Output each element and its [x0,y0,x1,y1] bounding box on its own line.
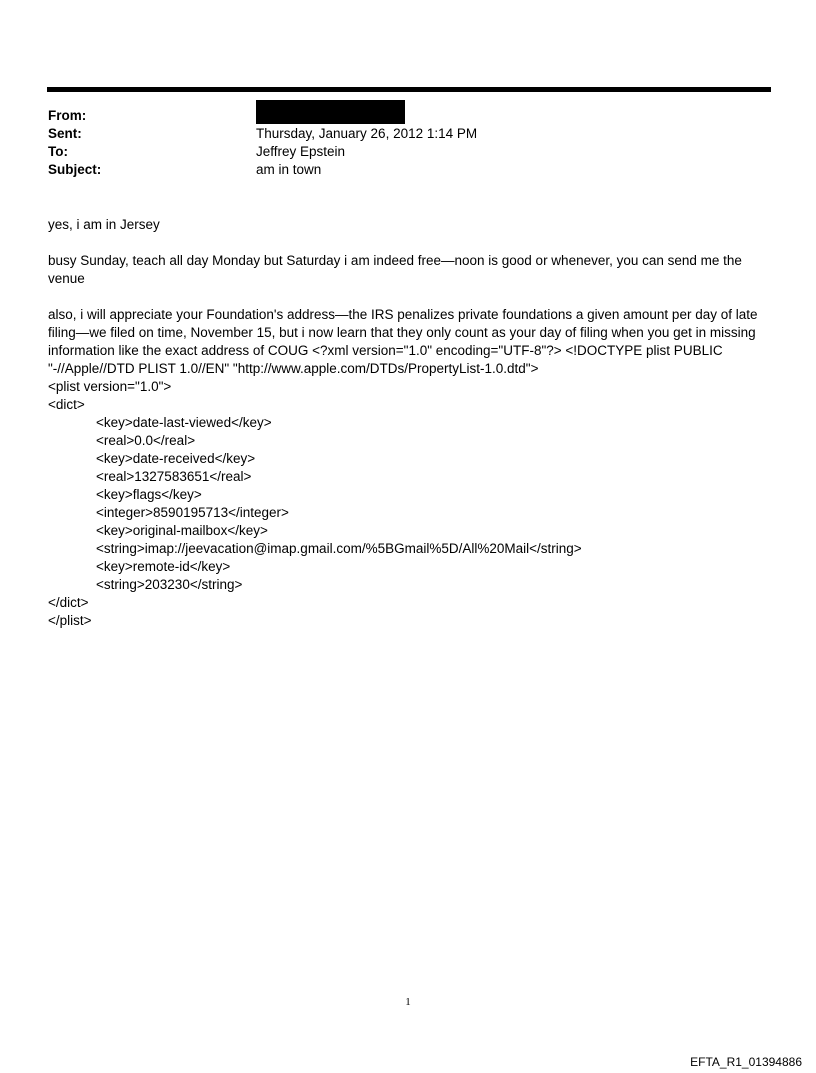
page-number: 1 [405,996,411,1008]
sent-value: Thursday, January 26, 2012 1:14 PM [256,126,478,141]
document-id: EFTA_R1_01394886 [690,1055,802,1069]
plist-open-tag: <plist version="1.0"> [48,379,172,394]
plist-line: <string>imap://jeevacation@imap.gmail.com/%5BGmail%5D/All%20Mail</string> [96,541,582,556]
to-row [48,143,768,161]
plist-line: <key>date-received</key> [96,451,256,466]
from-row [48,107,768,125]
to-label: To: [48,144,68,159]
plist-line: <key>original-mailbox</key> [96,523,268,538]
body-paragraph-2: busy Sunday, teach all day Monday but Saturday i am indeed free—noon is good or whenever, you can send me the venue [48,253,742,286]
dict-close-tag: </dict> [48,595,89,610]
subject-value: am in town [256,162,322,177]
plist-line: <key>date-last-viewed</key> [96,415,272,430]
dict-open-tag: <dict> [48,397,85,412]
plist-line: <key>flags</key> [96,487,202,502]
plist-line: <real>0.0</real> [96,433,196,448]
to-value: Jeffrey Epstein [256,144,346,159]
from-label: From: [48,108,87,123]
subject-row [48,161,768,179]
subject-label: Subject: [48,162,102,177]
plist-line: <integer>8590195713</integer> [96,505,289,520]
email-header [48,107,768,179]
redaction-bar [256,100,405,124]
sent-row [48,125,768,143]
plist-line: <key>remote-id</key> [96,559,231,574]
email-body [48,216,770,630]
sent-label: Sent: [48,126,82,141]
plist-line: <real>1327583651</real> [96,469,252,484]
body-paragraph-3: also, i will appreciate your Foundation's address—the IRS penalizes private foundations a given amount per day of late filing—we filed on time, November 15, but i now learn that they only count as your day of filing when you get in missing information like the exact address of COUG <?xml version="1.0" encoding="UTF-8"?> <!DOCTYPE plist PUBLIC "-//Apple//DTD PLIST 1.0//EN" "http://www.apple.com/DTDs/PropertyList-1.0.dtd"> [48,307,758,376]
plist-line: <string>203230</string> [96,577,243,592]
body-paragraph-1: yes, i am in Jersey [48,217,160,232]
header-rule [47,87,771,92]
plist-close-tag: </plist> [48,613,92,628]
